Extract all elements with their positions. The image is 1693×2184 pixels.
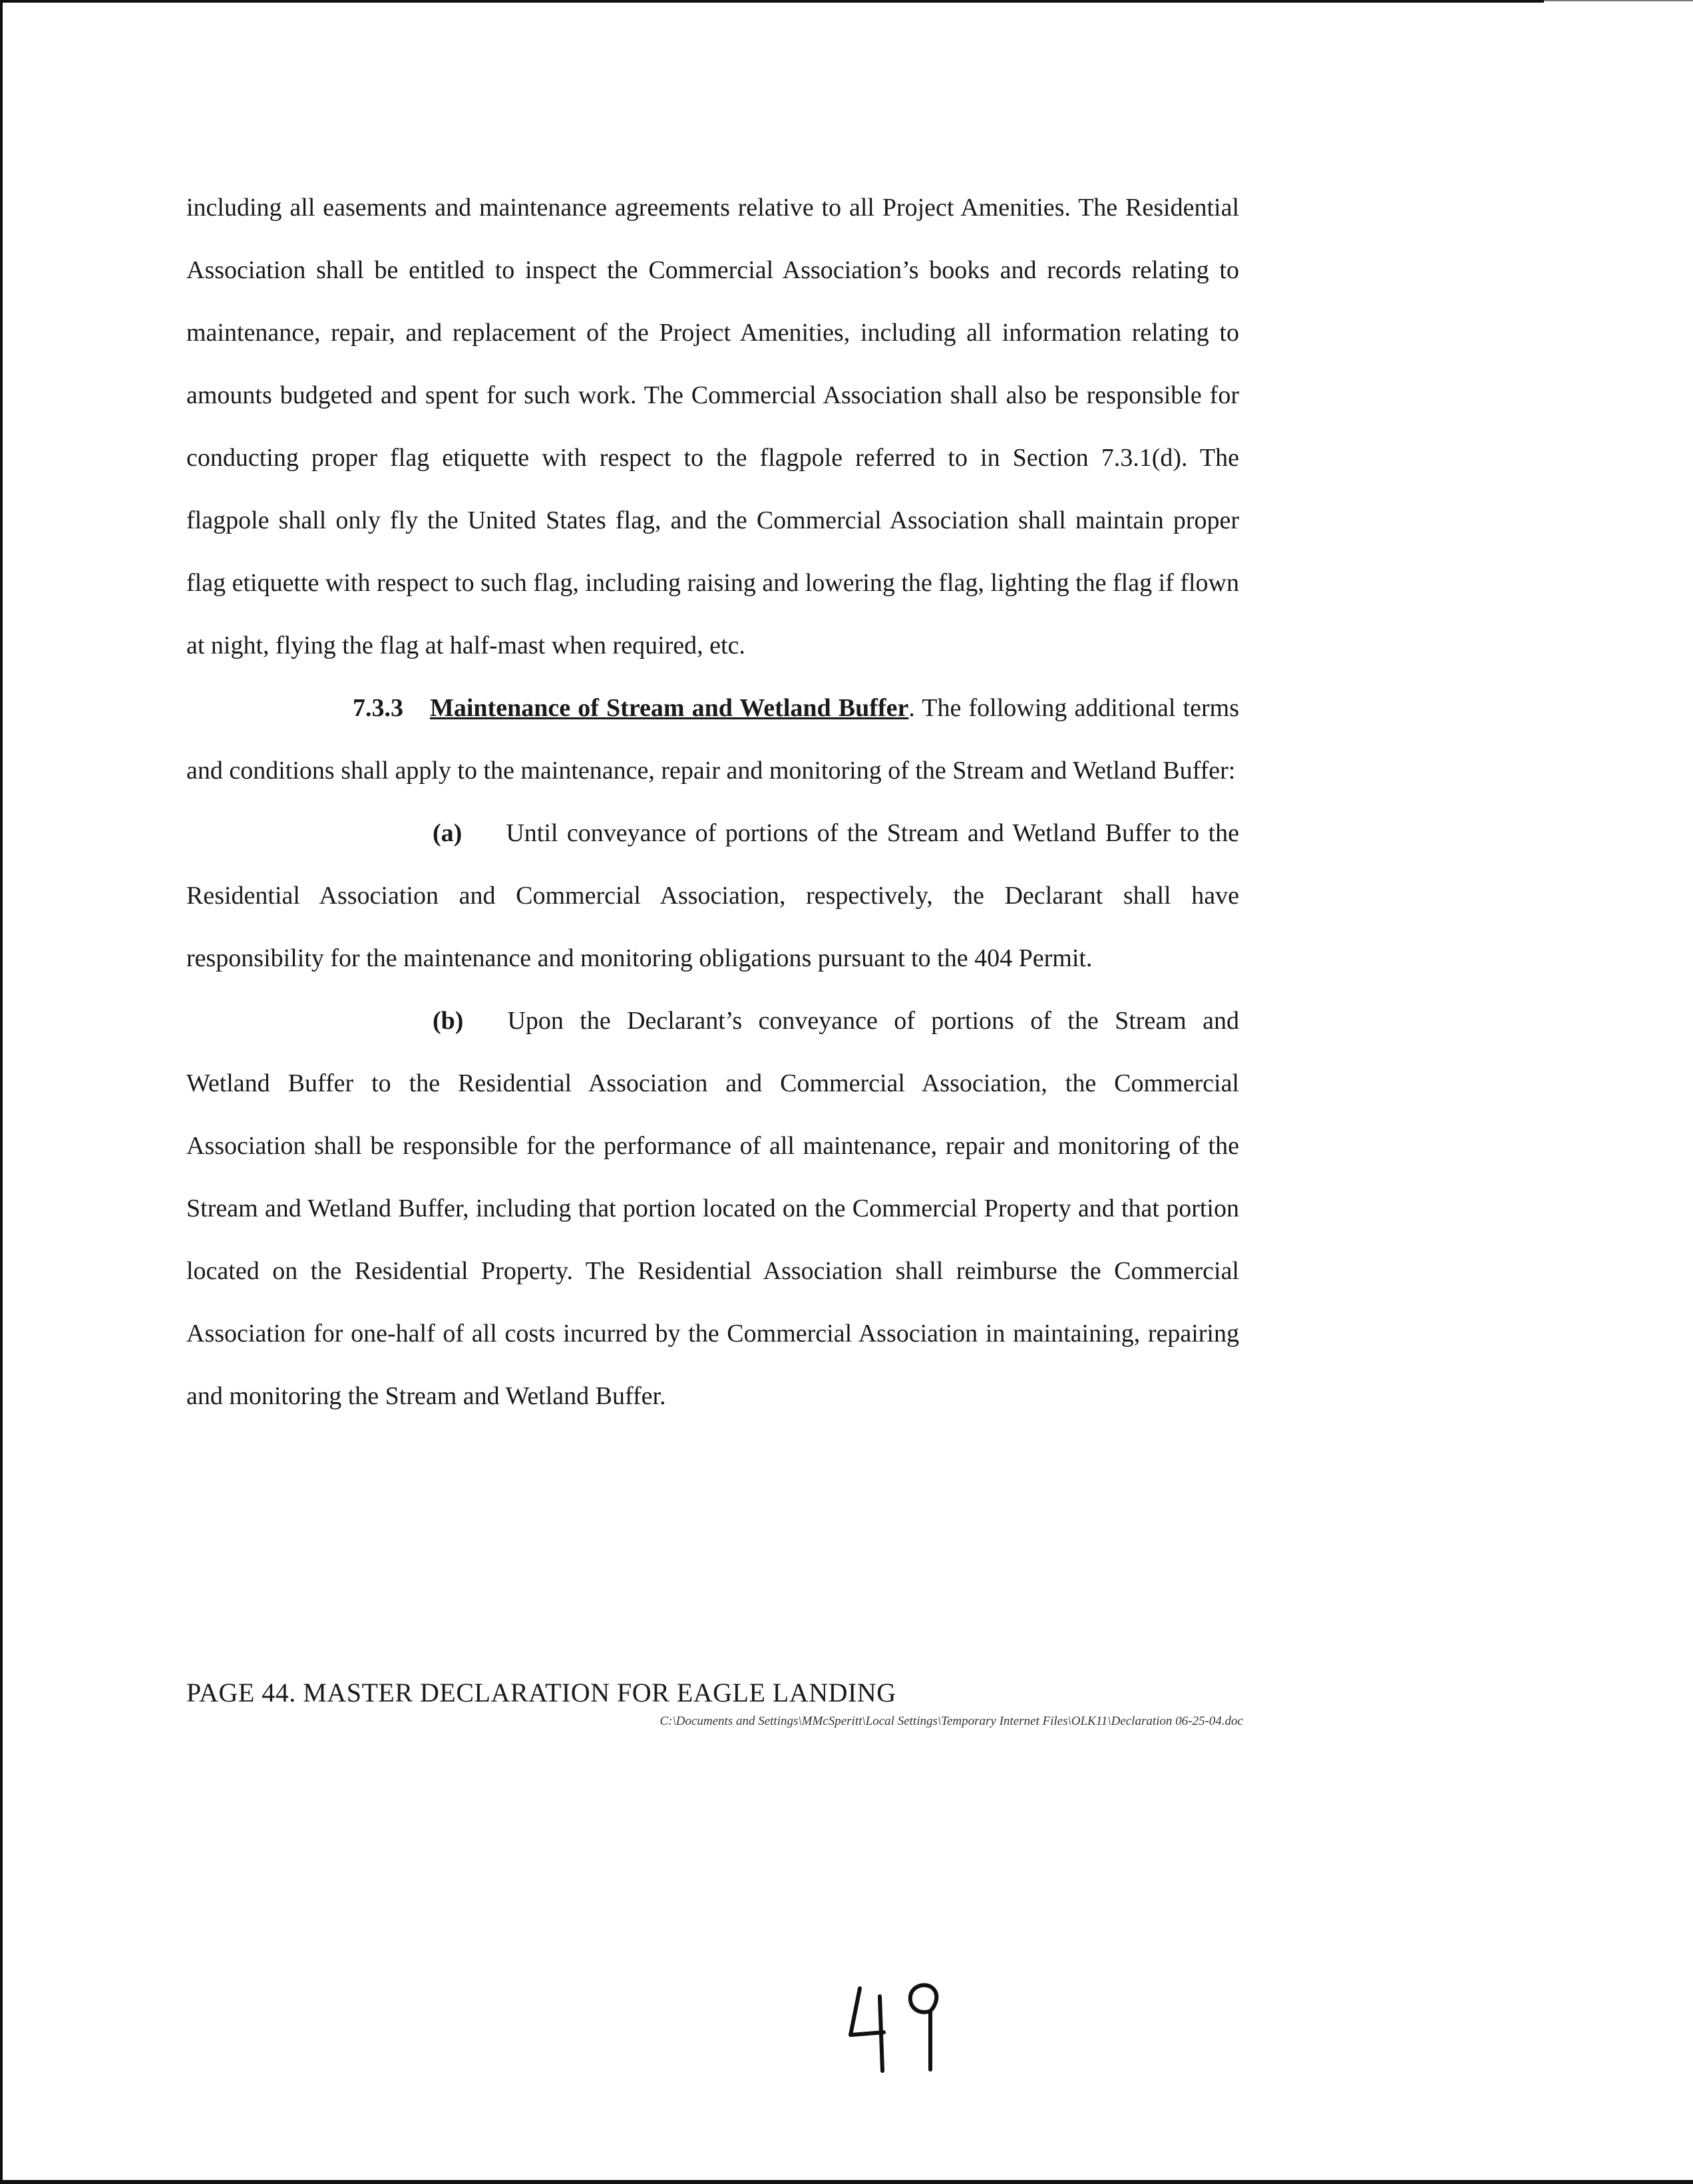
section-title: Maintenance of Stream and Wetland Buffer (430, 694, 909, 722)
scan-edge-left (0, 0, 3, 2184)
subsection-a-paragraph (186, 802, 1239, 990)
scan-edge-top (0, 0, 1544, 3)
footer-page-title: PAGE 44. MASTER DECLARATION FOR EAGLE LANDING (186, 1678, 896, 1708)
subsection-b-label: (b) (433, 1007, 464, 1035)
continuation-paragraph: including all easements and maintenance agreements relative to all Project Amenities. The Residential Association shall be entitled to inspect the Commercial Association’s books and records relating to maintenance, repair, and replacement of the Project Amenities, including all information relating to amounts budgeted and spent for such work. The Commercial Association shall also be responsible for conducting proper flag etiquette with respect to the flagpole referred to in Section 7.3.1(d). The flagpole shall only fly the United States flag, and the Commercial Association shall maintain proper flag etiquette with respect to such flag, including raising and lowering the flag, lighting the flag if flown at night, flying the flag at half-mast when required, etc. (186, 194, 1239, 659)
section-intro: . The following additional terms and conditions shall apply to the maintenance, repair and monitoring of the Stream and Wetland Buffer: (186, 694, 1239, 785)
section-7-3-3-paragraph (186, 677, 1239, 802)
handwritten-page-number (845, 1976, 952, 2076)
subsection-b-text: Upon the Declarant’s conveyance of portions of the Stream and Wetland Buffer to the Residential Association and Commercial Association, the Commercial Association shall be responsible for the performance of all maintenance, repair and monitoring of the Stream and Wetland Buffer, including that portion located on the Commercial Property and that portion located on the Residential Property. The Residential Association shall reimburse the Commercial Association for one-half of all costs incurred by the Commercial Association in maintaining, repairing and monitoring the Stream and Wetland Buffer. (186, 1007, 1239, 1410)
scan-edge-bottom (0, 2180, 1693, 2184)
scan-edge-top-faint (1544, 0, 1693, 1)
subsection-a-text: Until conveyance of portions of the Stream and Wetland Buffer to the Residential Association and Commercial Association, respectively, the Declarant shall have responsibility for the maintenance and monitoring obligations pursuant to the 404 Permit. (186, 819, 1239, 972)
document-body (186, 176, 1239, 1427)
footer-file-path: C:\Documents and Settings\MMcSperitt\Local Settings\Temporary Internet Files\OLK11\Declaration 06-25-04.doc (659, 1714, 1243, 1728)
subsection-b-paragraph (186, 990, 1239, 1427)
subsection-a-label: (a) (433, 819, 463, 847)
section-number: 7.3.3 (353, 694, 403, 722)
